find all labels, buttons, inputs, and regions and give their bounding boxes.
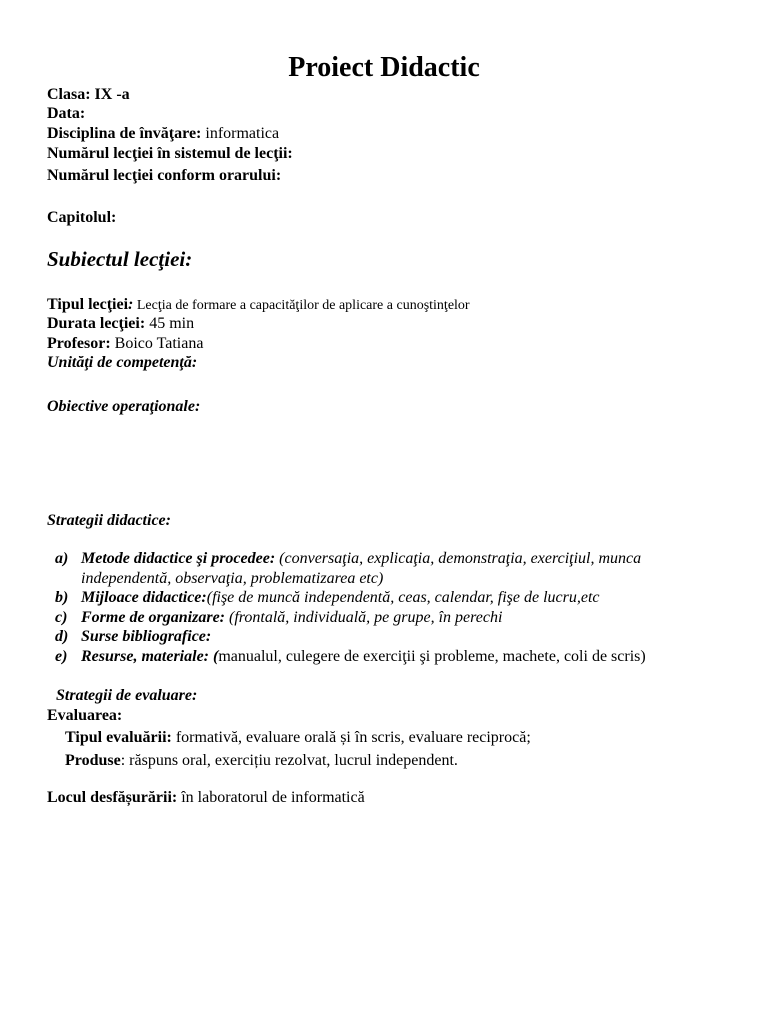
clasa-line	[47, 85, 130, 105]
produse-value: : răspuns oral, exercițiu rezolvat, lucrul independent.	[120, 752, 458, 769]
strategii-evaluare-heading: Strategii de evaluare:	[56, 687, 198, 704]
profesor-label: Profesor:	[47, 335, 111, 352]
document-title: Proiect Didactic	[288, 52, 480, 83]
capitolul-label: Capitolul:	[47, 209, 117, 226]
list-marker: d)	[55, 628, 69, 645]
tipul-sep: :	[128, 296, 134, 313]
locul-label: Locul desfășurării:	[47, 789, 178, 806]
durata-value: 45 min	[145, 315, 195, 332]
list-item-label: Metode didactice şi procedee:	[81, 550, 276, 567]
tipul-line	[47, 295, 470, 316]
unitati-heading: Unităţi de competenţă:	[47, 354, 198, 371]
subiectul-heading: Subiectul lecţiei:	[47, 247, 193, 271]
list-marker: a)	[55, 550, 69, 567]
list-item-label: Resurse, materiale: (	[81, 648, 219, 665]
list-marker: b)	[55, 589, 69, 606]
nr-lectiei-sistem-line	[47, 144, 293, 164]
tipul-evaluarii-value: formativă, evaluare orală și în scris, evaluare reciprocă;	[171, 729, 531, 746]
list-item-value: (fişe de muncă independentă, ceas, calendar, fişe de lucru,etc	[206, 589, 600, 606]
strategii-heading: Strategii didactice:	[47, 512, 171, 529]
list-marker: c)	[55, 609, 68, 626]
produse-line	[65, 751, 458, 771]
list-item-value: (frontală, individuală, pe grupe, în perechi	[225, 609, 503, 626]
clasa-label: Clasa: IX -a	[47, 86, 130, 103]
list-item	[55, 647, 646, 667]
disciplina-label: Disciplina de învăţare:	[47, 125, 202, 142]
tipul-evaluarii-line	[65, 728, 531, 748]
capitolul-line	[47, 208, 116, 228]
profesor-line	[47, 334, 203, 354]
data-line	[47, 104, 85, 124]
list-item-value: (conversaţia, explicaţia, demonstraţia, exerciţiul, munca	[275, 550, 642, 567]
disciplina-value: informatica	[201, 125, 280, 142]
list-marker: e)	[55, 648, 68, 665]
tipul-value: Lecţia de formare a capacităţilor de aplicare a cunoştinţelor	[133, 298, 470, 313]
profesor-value: Boico Tatiana	[110, 335, 204, 352]
tipul-evaluarii-label: Tipul evaluării:	[65, 729, 172, 746]
obiective-heading: Obiective operaţionale:	[47, 398, 201, 415]
tipul-label: Tipul lecţiei	[47, 296, 129, 313]
list-item	[55, 588, 600, 608]
nr-lectiei-orar-line	[47, 166, 281, 186]
produse-label: Produse	[65, 752, 121, 769]
locul-line	[47, 788, 365, 808]
list-item	[55, 549, 641, 569]
evaluarea-heading: Evaluarea:	[47, 707, 123, 724]
nr-lectiei-sistem-label: Numărul lecţiei în sistemul de lecţii:	[47, 145, 293, 162]
durata-line	[47, 314, 194, 334]
list-item	[55, 608, 502, 628]
list-item-label: Forme de organizare:	[81, 609, 225, 626]
list-item	[55, 627, 211, 647]
data-label: Data:	[47, 105, 86, 122]
nr-lectiei-orar-label: Numărul lecţiei conform orarului:	[47, 167, 282, 184]
list-item-label: Surse bibliografice:	[81, 628, 212, 645]
list-item-value: manualul, culegere de exerciţii şi probleme, machete, coli de scris)	[218, 648, 646, 665]
locul-value: în laboratorul de informatică	[177, 789, 365, 806]
list-item-label: Mijloace didactice:	[81, 589, 207, 606]
list-item-continuation: independentă, observaţia, problematizarea etc)	[81, 570, 384, 587]
durata-label: Durata lecţiei:	[47, 315, 146, 332]
disciplina-line	[47, 124, 279, 144]
